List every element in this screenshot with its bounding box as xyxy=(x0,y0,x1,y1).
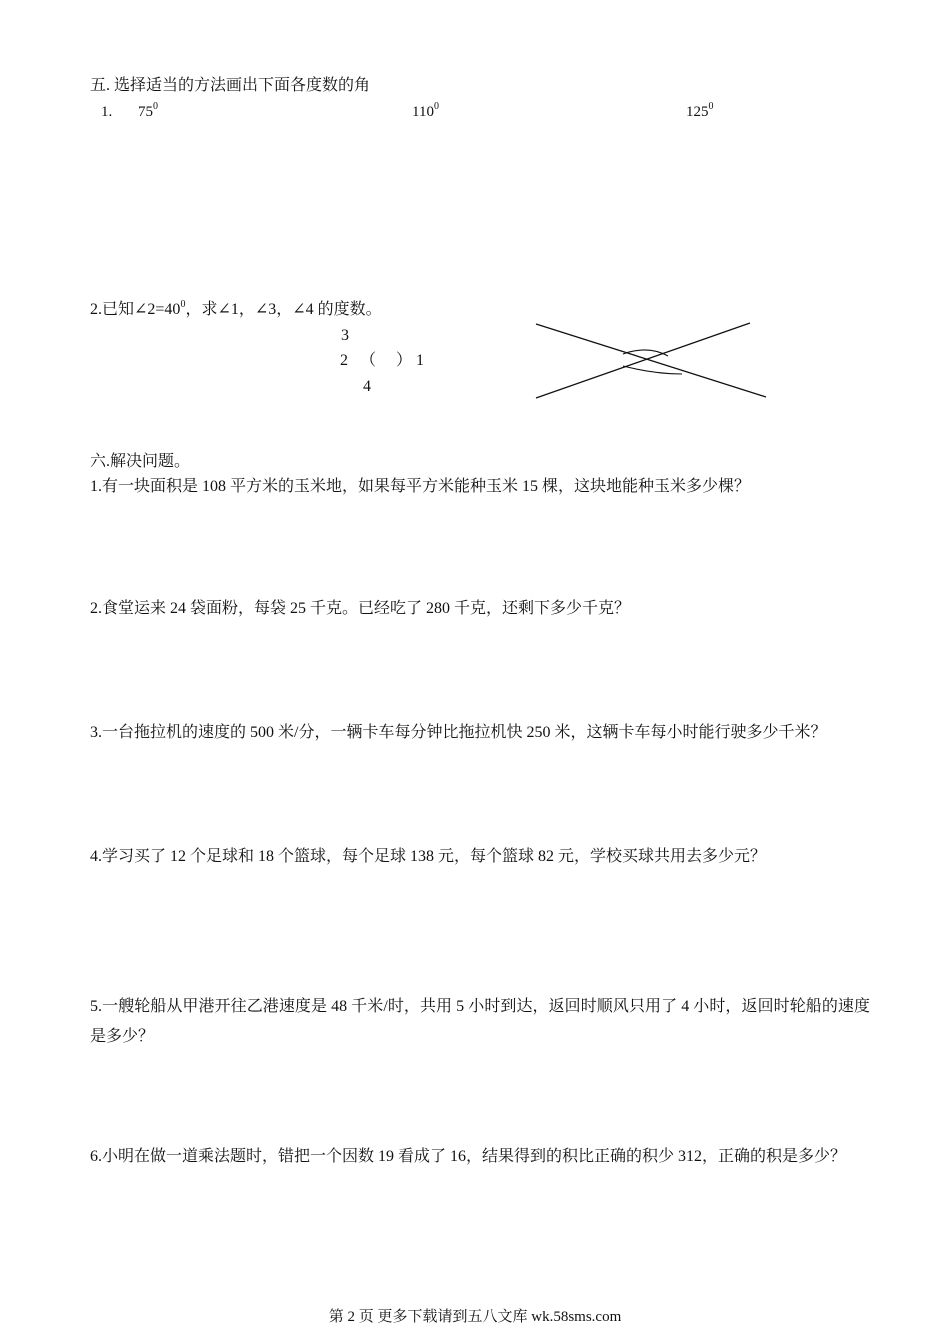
angle-label-3: 3 xyxy=(341,327,349,344)
q2-prefix: 2.已知∠2=40 xyxy=(90,301,181,318)
problem-5: 5.一艘轮船从甲港开往乙港速度是 48 千米/时，共用 5 小时到达，返回时顺风只用了 4 小时，返回时轮船的速度是多少？ xyxy=(90,998,870,1045)
angle-125 xyxy=(686,102,714,122)
angle-125-degree: 0 xyxy=(708,101,714,112)
angle-label-2: 2 xyxy=(340,352,348,369)
page-footer: 第 2 页 更多下载请到五八文库 wk.58sms.com xyxy=(328,1309,622,1325)
problem-4: 4.学习买了 12 个足球和 18 个篮球，每个足球 138 元，每个篮球 82 元，学校买球共用去多少元？ xyxy=(90,848,767,865)
paren-open: （ xyxy=(360,352,377,369)
q2-suffix: ，求∠1，∠3，∠4 的度数。 xyxy=(185,301,382,318)
angle-75 xyxy=(138,102,158,122)
angle-110 xyxy=(412,102,439,122)
q1-number: 1. xyxy=(101,104,113,120)
angle-75-degree: 0 xyxy=(153,101,158,112)
problem-6: 6.小明在做一道乘法题时，错把一个因数 19 看成了 16，结果得到的积比正确的积少 312，正确的积是多少？ xyxy=(90,1148,847,1165)
problem-3: 3.一台拖拉机的速度的 500 米/分，一辆卡车每分钟比拖拉机快 250 米，这辆卡车每小时能行驶多少千米？ xyxy=(90,724,827,741)
q2-degree: 0 xyxy=(180,299,186,310)
problem-2: 2.食堂运来 24 袋面粉，每袋 25 千克。已经吃了 280 千克，还剩下多少千克？ xyxy=(90,600,631,617)
angle-75-value: 75 xyxy=(138,104,153,120)
angle-label-1: 1 xyxy=(416,352,424,369)
angle-110-value: 110 xyxy=(412,104,434,120)
section-6-title: 六.解决问题。 xyxy=(90,453,191,470)
angle-110-degree: 0 xyxy=(433,101,439,112)
angle-arc-top xyxy=(623,350,668,356)
intersecting-lines-figure xyxy=(530,318,770,402)
angle-125-value: 125 xyxy=(686,104,709,120)
section-5-title: 五. 选择适当的方法画出下面各度数的角 xyxy=(90,77,371,94)
paren-close: ） xyxy=(396,352,413,369)
q2-question xyxy=(90,300,382,320)
problem-1: 1.有一块面积是 108 平方米的玉米地，如果每平方米能种玉米 15 棵，这块地能种玉米多少棵？ xyxy=(90,478,751,495)
angle-label-4: 4 xyxy=(363,378,371,395)
